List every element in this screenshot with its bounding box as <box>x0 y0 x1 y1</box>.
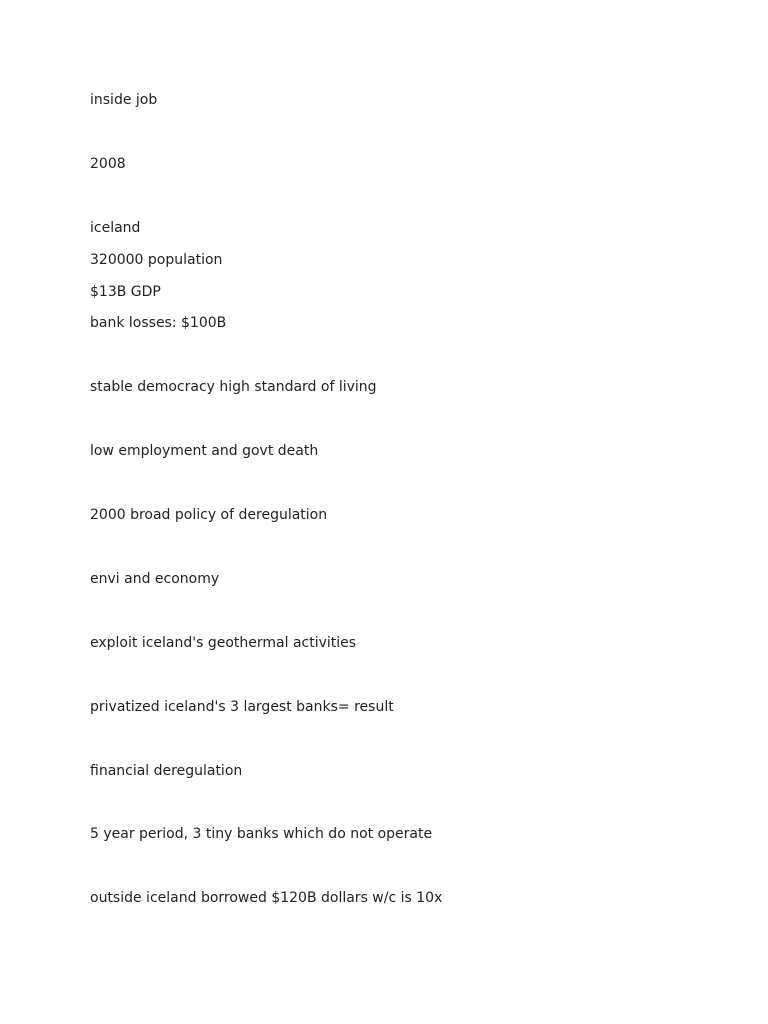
text-line: inside job <box>90 92 158 108</box>
text-line: low employment and govt death <box>90 443 319 459</box>
text-line: 2000 broad policy of deregulation <box>90 507 328 523</box>
text-line: $13B GDP <box>90 284 161 300</box>
text-line: 5 year period, 3 tiny banks which do not operate <box>90 826 433 842</box>
text-line: exploit iceland's geothermal activities <box>90 635 357 651</box>
text-line: 2008 <box>90 156 126 172</box>
text-line: stable democracy high standard of living <box>90 379 377 395</box>
text-line: iceland <box>90 220 141 236</box>
text-line: bank losses: $100B <box>90 315 227 331</box>
text-line: financial deregulation <box>90 763 243 779</box>
text-line: outside iceland borrowed $120B dollars w/c is 10x <box>90 890 443 906</box>
text-line: 320000 population <box>90 252 223 268</box>
text-line: envi and economy <box>90 571 220 587</box>
text-line: privatized iceland's 3 largest banks= result <box>90 699 394 715</box>
